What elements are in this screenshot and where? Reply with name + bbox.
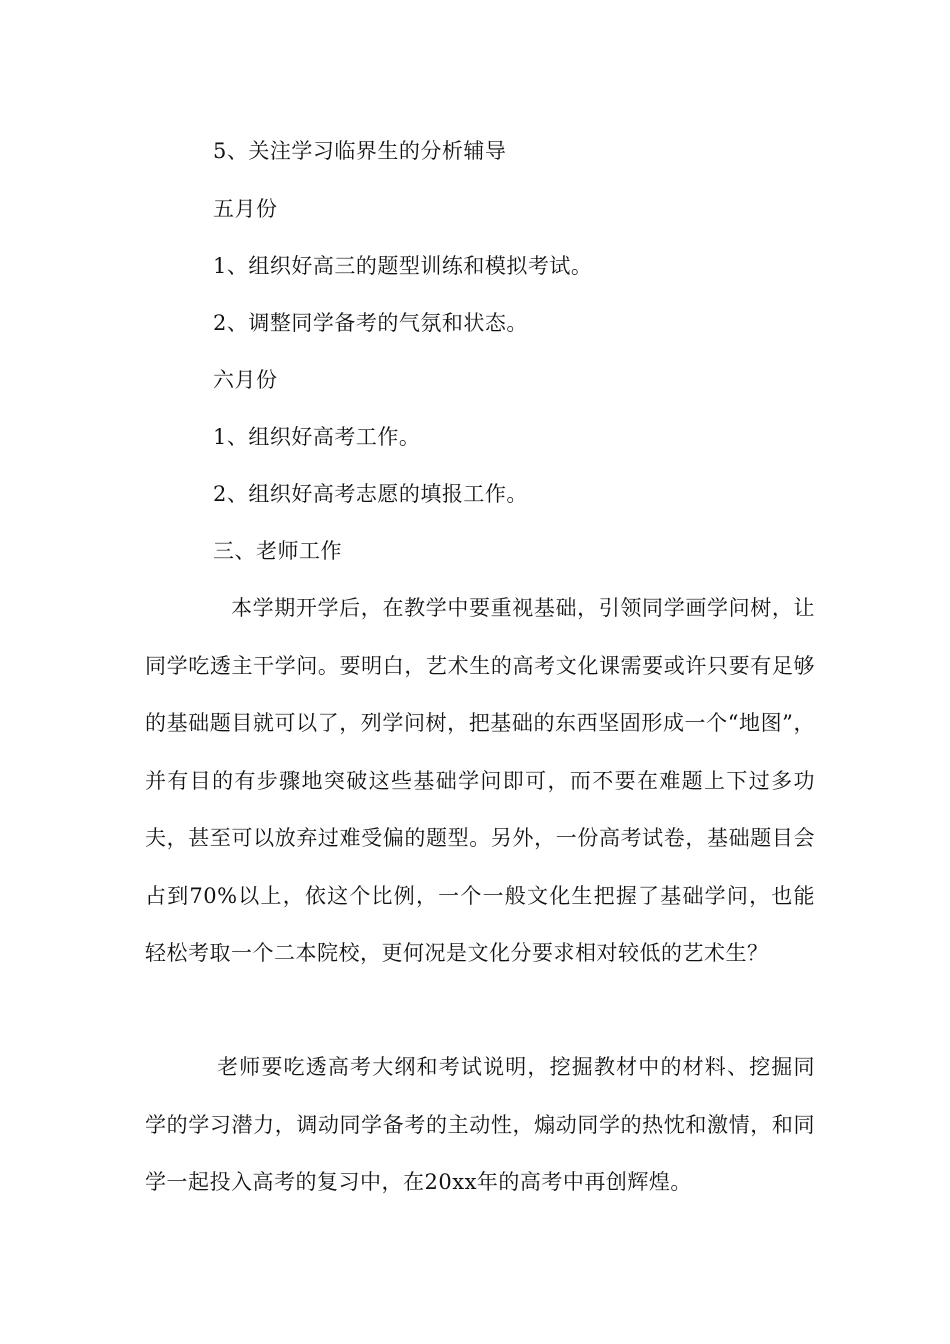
heading-june: 六月份 [213, 368, 278, 392]
list-item-june-2: 2、组织好高考志愿的填报工作。 [213, 482, 528, 506]
paragraph-teaching-basics: 本学期开学后，在教学中要重视基础，引领同学画学问树，让同学吃透主干学问。要明白，艺术生的高考文化课需要或许只要有足够的基础题目就可以了，列学问树，把基础的东西坚固形成一个“地图”，并有目的有步骤地突破这些基础学问即可，而不要在难题上下过多功夫，甚至可以放弃过难受偏的题型。另外，一份高考试卷，基础题目会占到70%以上，依这个比例，一个一般文化生把握了基础学问，也能轻松考取一个二本院校，更何况是文化分要求相对较低的艺术生？ [145, 596, 815, 965]
heading-may: 五月份 [213, 197, 278, 221]
list-item-june-1: 1、组织好高考工作。 [213, 425, 421, 449]
paragraph-teacher-goals: 老师要吃透高考大纲和考试说明，挖掘教材中的材料、挖掘同学的学习潜力，调动同学备考的主动性，煽动同学的热忱和激情，和同学一起投入高考的复习中，在20xx年的高考中再创辉煌。 [145, 1055, 815, 1194]
list-item-may-2: 2、调整同学备考的气氛和状态。 [213, 311, 528, 335]
section-heading-teacher-work: 三、老师工作 [213, 539, 342, 563]
list-item-may-1: 1、组织好高三的题型训练和模拟考试。 [213, 254, 593, 278]
list-item-focus-borderline-students: 5、关注学习临界生的分析辅导 [213, 139, 507, 163]
